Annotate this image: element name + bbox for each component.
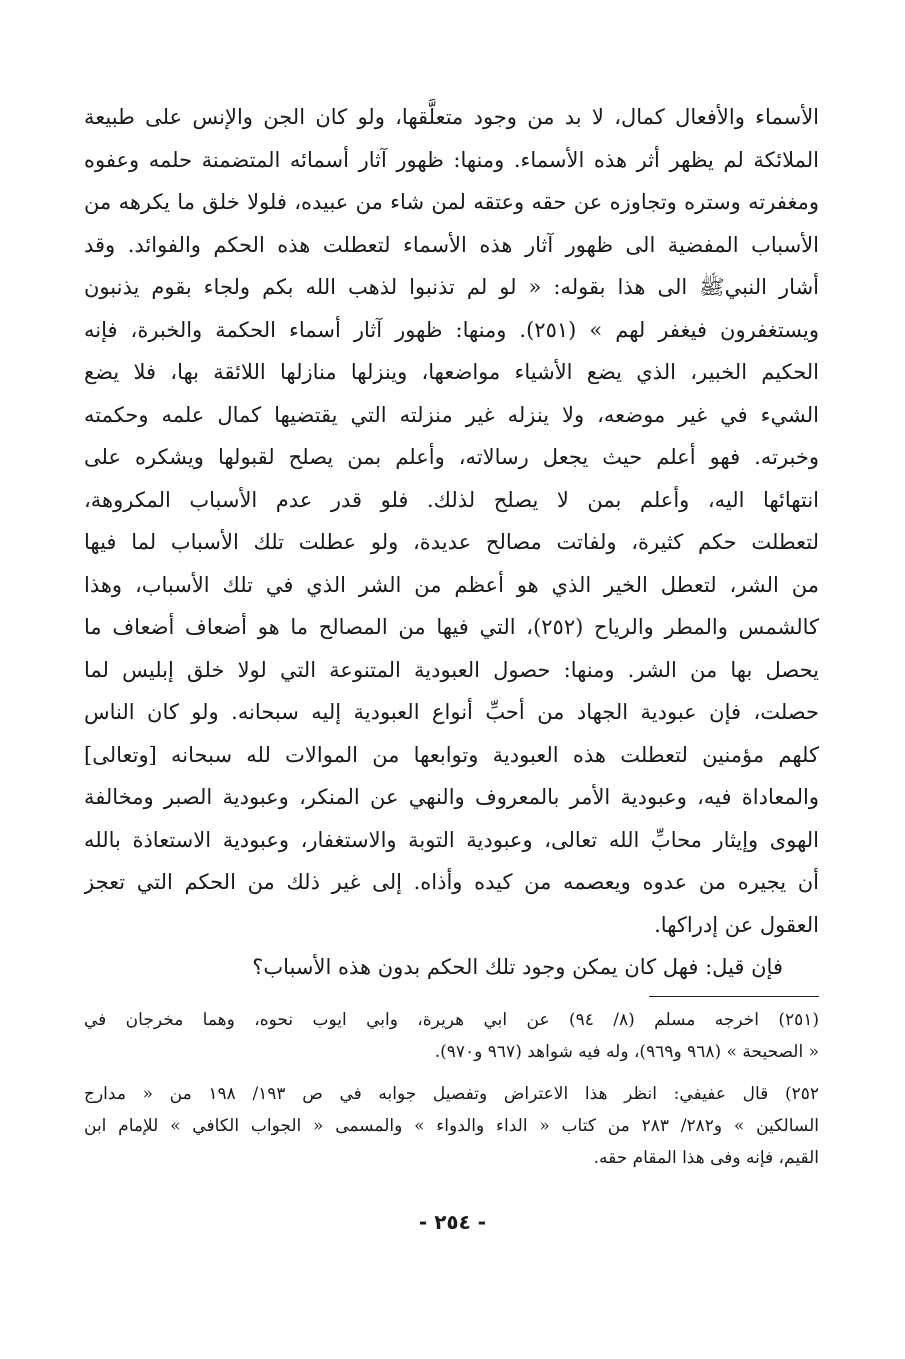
text-line: أن يجيره من عدوه ويعصمه من كيده وأذاه. إلى غير ذلك من الحكم التي تعجز [84, 870, 819, 894]
question-line: فإن قيل: فهل كان يمكن وجود تلك الحكم بدون هذه الأسباب؟ [252, 955, 783, 979]
footnote-separator [649, 996, 819, 997]
text-line: أشار النبيﷺ الى هذا بقوله: « لو لم تذنبوا لذهب الله بكم ولجاء بقوم يذنبون [84, 275, 819, 299]
text-line: وخبرته. فهو أعلم حيث يجعل رسالاته، وأعلم بمن يصلح لقبولها ويشكره على [84, 445, 819, 469]
text-line: الهوى وإيثار محابِّ الله تعالى، وعبودية التوبة والاستغفار، وعبودية الاستعاذة بالله [84, 827, 819, 852]
text-line: ومغفرته وستره وتجاوزه عن حقه وعتقه لمن شاء من عبيده، فلولا خلق ما يكرهه من [84, 190, 819, 214]
footnote-252-line: القيم، فإنه وفى هذا المقام حقه. [593, 1148, 819, 1168]
text-line: العقول عن إدراكها. [654, 912, 819, 937]
footnote-251-line: « الصحيحة » (٩٦٨ و٩٦٩)، وله فيه شواهد (٩٦٧ و٩٧٠). [434, 1042, 819, 1062]
text-line: الشيء في غير موضعه، ولا ينزله غير منزلته التي يقتضيها كمال علمه وحكمته [84, 402, 819, 427]
footnote-252-line: السالكين » و٢٨٢/ ٢٨٣ من كتاب « الداء والدواء » والمسمى « الجواب الكافي » للإمام ابن [84, 1116, 819, 1136]
footnotes [84, 1004, 819, 1174]
text-line: يحصل بها من الشر. ومنها: حصول العبودية المتنوعة التي لولا خلق إبليس لما [84, 657, 819, 682]
footnote-252-line: ٢٥٢) قال عفيفي: انظر هذا الاعتراض وتفصيل جوابه في ص ١٩٣/ ١٩٨ من « مدارج [84, 1084, 819, 1104]
text-line: الملائكة لم يظهر أثر هذه الأسماء. ومنها: ظهور آثار أسمائه المتضمنة حلمه وعفوه [84, 147, 819, 172]
main-text [84, 96, 819, 989]
footnote-251-line: (٢٥١) اخرجه مسلم (٨/ ٩٤) عن ابي هريرة، وابي ايوب نحوه، وهما مخرجان في [84, 1010, 819, 1030]
text-line: كالشمس والمطر والرياح (٢٥٢)، التي فيها من المصالح ما هو أضعاف أضعاف ما [84, 615, 819, 639]
text-line: كلهم مؤمنين لتعطلت هذه العبودية وتوابعها من الموالات لله سبحانه [وتعالى] [84, 742, 819, 767]
text-line: الأسباب المفضية الى ظهور آثار هذه الأسماء لتعطلت هذه الحكم والفوائد. وقد [84, 232, 819, 257]
text-line: لتعطلت حكم كثيرة، ولفاتت مصالح عديدة، ولو عطلت تلك الأسباب لما فيها [84, 530, 819, 554]
text-line: الحكيم الخبير، الذي يضع الأشياء مواضعها، وينزلها منازلها اللائقة بها، فلا يضع [84, 360, 819, 384]
text-line: والمعاداة فيه، وعبودية الأمر بالمعروف والنهي عن المنكر، وعبودية الصبر ومخالفة [84, 785, 819, 809]
text-line: حصلت، فإن عبودية الجهاد من أحبِّ أنواع العبودية إليه سبحانه. ولو كان الناس [84, 700, 819, 724]
text-line: من الشر، لتعطل الخير الذي هو أعظم من الشر الذي في تلك الأسباب، وهذا [84, 572, 819, 597]
text-line: انتهائها اليه، وأعلم بمن لا يصلح لذلك. فلو قدر عدم الأسباب المكروهة، [84, 487, 819, 512]
page-number: - ٢٥٤ - [418, 1210, 487, 1234]
text-line: ويستغفرون فيغفر لهم » (٢٥١). ومنها: ظهور آثار أسماء الحكمة والخبرة، فإنه [84, 317, 819, 342]
text-line: الأسماء والأفعال كمال، لا بد من وجود متعلَّقها، ولو كان الجن والإنس على طبيعة [84, 105, 819, 129]
footnote-gap [84, 1068, 819, 1078]
